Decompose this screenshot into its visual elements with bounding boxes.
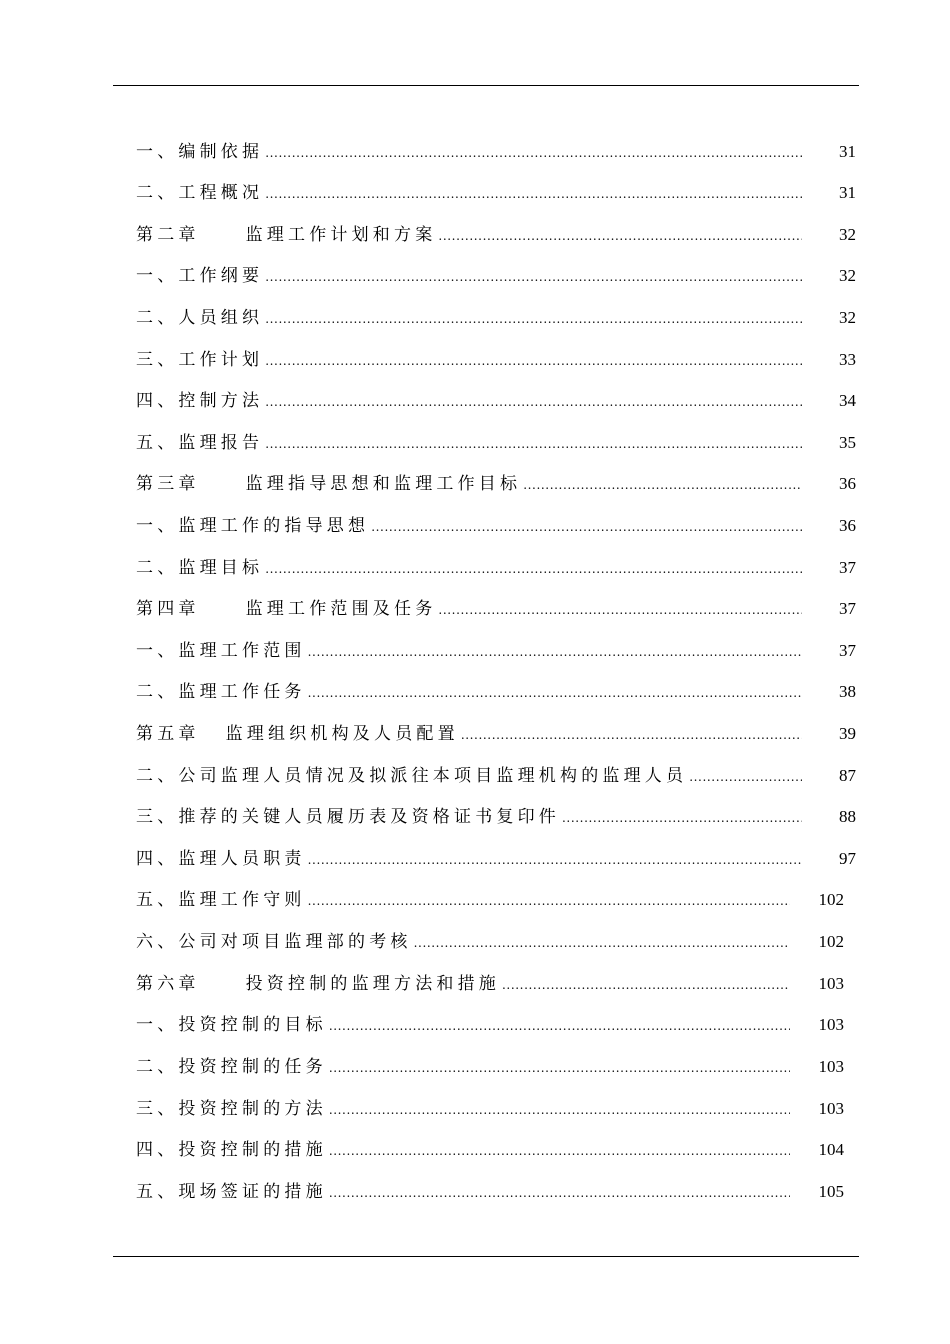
toc-page-number: 32 — [839, 308, 856, 327]
toc-entry-label: 五、现场签证的措施 — [136, 1182, 327, 1202]
toc-page-number: 31 — [839, 183, 856, 202]
toc-entry[interactable] — [136, 431, 856, 455]
toc-page-number: 37 — [839, 641, 856, 660]
toc-leader-dots — [502, 973, 790, 997]
toc-entry-label: 一、投资控制的目标 — [136, 1015, 327, 1035]
toc-entry-label: 四、监理人员职责 — [136, 849, 306, 869]
toc-page-number: 35 — [839, 433, 856, 452]
toc-chapter-entry[interactable] — [136, 223, 856, 247]
toc-leader-dots — [265, 349, 802, 373]
toc-entry[interactable] — [136, 1055, 844, 1079]
toc-chapter-title: 监理指导思想和监理工作目标 — [245, 474, 522, 494]
toc-leader-dots — [371, 515, 802, 539]
toc-page-number: 103 — [818, 1099, 844, 1118]
toc-leader-dots — [265, 432, 802, 456]
toc-entry-label: 四、控制方法 — [136, 391, 264, 411]
toc-page-number: 103 — [818, 1057, 844, 1076]
toc-leader-dots — [308, 848, 802, 872]
toc-chapter-entry[interactable] — [136, 472, 856, 496]
toc-leader-dots — [329, 1056, 790, 1080]
toc-entry-label: 四、投资控制的措施 — [136, 1140, 327, 1160]
footer-rule — [113, 1256, 859, 1257]
toc-page-number: 37 — [839, 558, 856, 577]
toc-chapter-heading — [136, 722, 459, 746]
toc-page-number: 32 — [839, 225, 856, 244]
toc-leader-dots — [265, 557, 802, 581]
toc-page-number: 31 — [839, 142, 856, 161]
toc-entry-label: 一、工作纲要 — [136, 266, 264, 286]
toc-entry[interactable] — [136, 888, 844, 912]
toc-chapter-number: 第三章 — [136, 474, 200, 494]
toc-entry-label: 三、推荐的关键人员履历表及资格证书复印件 — [136, 807, 560, 827]
toc-page-number: 36 — [839, 474, 856, 493]
toc-leader-dots — [523, 473, 802, 497]
toc-entry[interactable] — [136, 1138, 844, 1162]
toc-leader-dots — [562, 806, 802, 830]
toc-entry[interactable] — [136, 556, 856, 580]
toc-entry[interactable] — [136, 1097, 844, 1121]
toc-entry-label: 二、工程概况 — [136, 183, 264, 203]
toc-page-number: 104 — [818, 1140, 844, 1159]
toc-page-number: 105 — [818, 1182, 844, 1201]
toc-page-number: 37 — [839, 599, 856, 618]
toc-chapter-entry[interactable] — [136, 597, 856, 621]
toc-entry[interactable] — [136, 264, 856, 288]
toc-leader-dots — [414, 931, 790, 955]
toc-page-number: 102 — [818, 932, 844, 951]
toc-chapter-entry[interactable] — [136, 722, 856, 746]
toc-leader-dots — [438, 224, 802, 248]
toc-entry[interactable] — [136, 639, 856, 663]
toc-chapter-number: 第四章 — [136, 599, 200, 619]
toc-entry[interactable] — [136, 348, 856, 372]
toc-entry[interactable] — [136, 764, 856, 788]
toc-entry[interactable] — [136, 930, 844, 954]
toc-leader-dots — [265, 141, 802, 165]
toc-entry[interactable] — [136, 181, 856, 205]
toc-entry-label: 二、监理工作任务 — [136, 682, 306, 702]
toc-chapter-title: 监理组织机构及人员配置 — [225, 724, 459, 744]
toc-chapter-heading — [136, 972, 500, 996]
toc-entry-label: 五、监理工作守则 — [136, 890, 306, 910]
toc-leader-dots — [308, 889, 790, 913]
toc-chapter-number: 第六章 — [136, 974, 200, 994]
toc-entry-label: 二、人员组织 — [136, 308, 264, 328]
toc-entry-label: 一、监理工作范围 — [136, 641, 306, 661]
toc-entry[interactable] — [136, 140, 856, 164]
toc-entry-label: 三、投资控制的方法 — [136, 1099, 327, 1119]
toc-page-number: 88 — [839, 807, 856, 826]
toc-entry[interactable] — [136, 805, 856, 829]
toc-entry[interactable] — [136, 1180, 844, 1204]
toc-entry-label: 一、编制依据 — [136, 142, 264, 162]
toc-chapter-heading — [136, 223, 436, 247]
toc-leader-dots — [689, 765, 802, 789]
toc-leader-dots — [308, 640, 802, 664]
toc-page-number: 103 — [818, 1015, 844, 1034]
toc-entry[interactable] — [136, 389, 856, 413]
toc-leader-dots — [308, 681, 802, 705]
toc-page-number: 34 — [839, 391, 856, 410]
toc-leader-dots — [265, 182, 802, 206]
toc-entry-label: 五、监理报告 — [136, 433, 264, 453]
toc-entry-label: 二、公司监理人员情况及拟派往本项目监理机构的监理人员 — [136, 766, 688, 786]
toc-page-number: 36 — [839, 516, 856, 535]
toc-entry[interactable] — [136, 306, 856, 330]
toc-page-number: 33 — [839, 350, 856, 369]
toc-chapter-heading — [136, 597, 436, 621]
toc-entry-label: 一、监理工作的指导思想 — [136, 516, 370, 536]
toc-entry-label: 二、投资控制的任务 — [136, 1057, 327, 1077]
toc-page-number: 39 — [839, 724, 856, 743]
toc-leader-dots — [329, 1098, 790, 1122]
toc-page-number: 102 — [818, 890, 844, 909]
toc-leader-dots — [329, 1139, 790, 1163]
toc-page-number: 87 — [839, 766, 856, 785]
toc-chapter-number: 第二章 — [136, 225, 200, 245]
toc-page-number: 32 — [839, 266, 856, 285]
toc-leader-dots — [265, 307, 802, 331]
toc-page-number: 97 — [839, 849, 856, 868]
toc-leader-dots — [438, 598, 802, 622]
toc-entry-label: 三、工作计划 — [136, 350, 264, 370]
toc-entry[interactable] — [136, 1013, 844, 1037]
toc-chapter-title: 投资控制的监理方法和措施 — [245, 974, 501, 994]
toc-chapter-number: 第五章 — [136, 724, 200, 744]
toc-entry[interactable] — [136, 514, 856, 538]
toc-entry[interactable] — [136, 847, 856, 871]
toc-leader-dots — [265, 390, 802, 414]
toc-entry-label: 六、公司对项目监理部的考核 — [136, 932, 412, 952]
toc-leader-dots — [461, 723, 802, 747]
toc-page-number: 103 — [818, 974, 844, 993]
toc-leader-dots — [329, 1181, 790, 1205]
toc-entry[interactable] — [136, 680, 856, 704]
toc-leader-dots — [265, 265, 802, 289]
toc-chapter-title: 监理工作范围及任务 — [245, 599, 437, 619]
toc-entry-label: 二、监理目标 — [136, 558, 264, 578]
toc-chapter-heading — [136, 472, 521, 496]
toc-page-number: 38 — [839, 682, 856, 701]
toc-chapter-entry[interactable] — [136, 972, 844, 996]
toc-chapter-title: 监理工作计划和方案 — [245, 225, 437, 245]
toc-leader-dots — [329, 1014, 790, 1038]
